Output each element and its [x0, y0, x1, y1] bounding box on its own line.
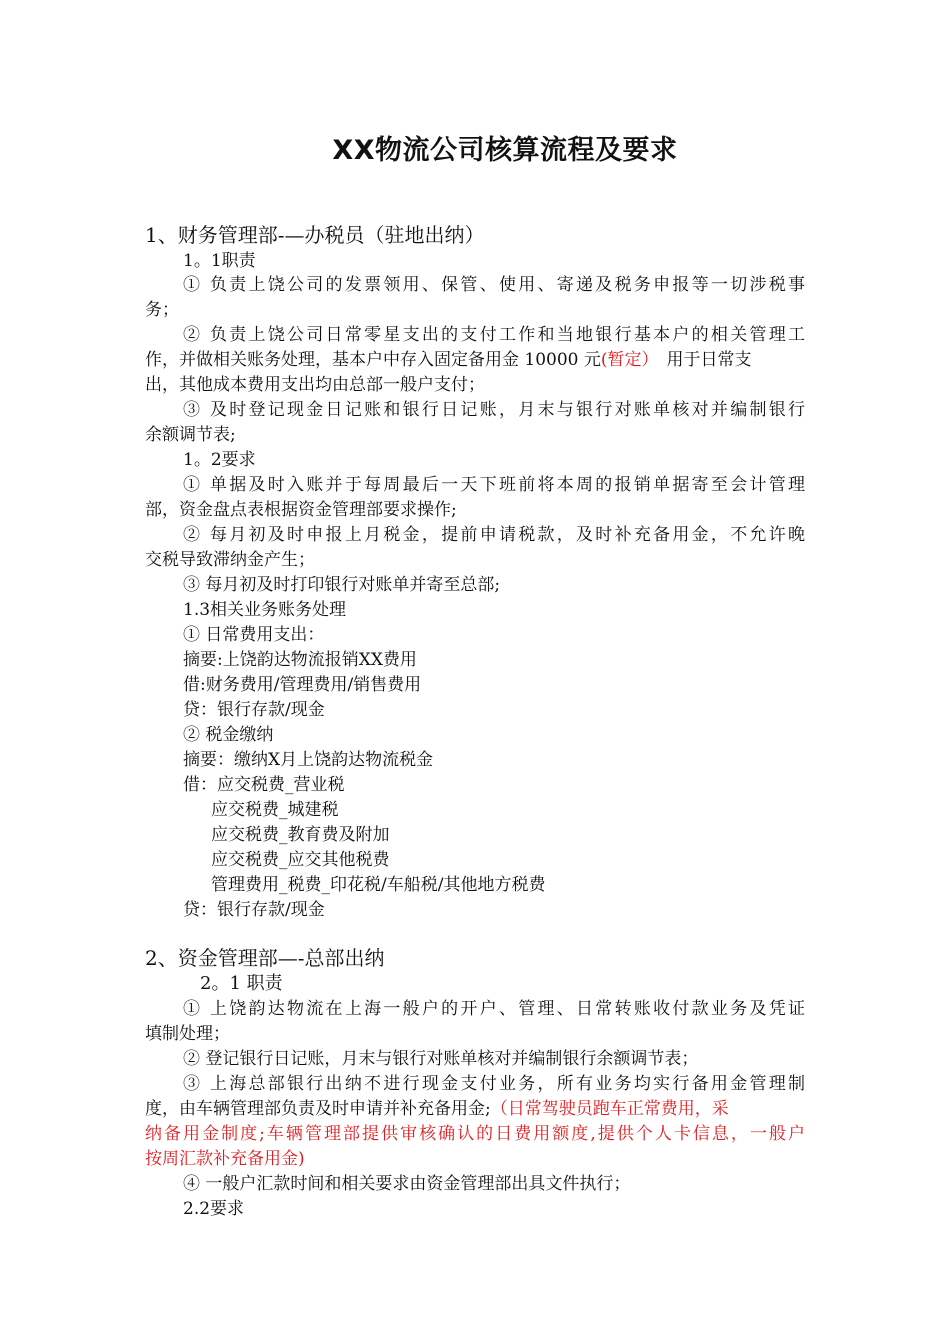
entry-2-debit-3: 应交税费_教育费及附加: [211, 825, 390, 845]
duty-3-line-2: 余额调节表;: [145, 425, 236, 445]
duty-1-line-1: ① 负责上饶公司的发票领用、保管、使用、寄递及税务申报等一切涉税事: [183, 275, 805, 295]
req-1-line-1: ① 单据及时入账并于每周最后一天下班前将本周的报销单据寄至会计管理: [183, 475, 805, 495]
entry-2-debit-5: 管理费用_税费_印花税/车船税/其他地方税费: [211, 875, 546, 895]
s2-duty-3-note-line-3: 按周汇款补充备用金): [145, 1149, 305, 1169]
duty-2-text: 作，并做相关账务处理，基本户中存入固定备用金 10000 元: [145, 350, 601, 370]
document-title: XX物流公司核算流程及要求: [332, 135, 678, 166]
duty-3-line-1: ③ 及时登记现金日记账和银行日记账，月末与银行对账单核对并编制银行: [183, 400, 805, 420]
duty-2-tail: 用于日常支: [666, 350, 752, 370]
duty-2-line-3: 出，其他成本费用支出均由总部一般户支付；: [145, 375, 485, 395]
req-2-line-2: 交税导致滞纳金产生；: [145, 550, 315, 570]
s2-duty-3-note: （日常驾驶员跑车正常费用，采: [490, 1099, 729, 1119]
s2-duty-3-text: 度，由车辆管理部负责及时申请并补充备用金;: [145, 1099, 491, 1119]
req-3-line: ③ 每月初及时打印银行对账单并寄至总部;: [183, 575, 501, 595]
s2-duty-2-line: ② 登记银行日记账，月末与银行对账单核对并编制银行余额调节表；: [183, 1049, 699, 1069]
s2-duty-3-line-1: ③ 上海总部银行出纳不进行现金支付业务，所有业务均实行备用金管理制: [183, 1074, 805, 1094]
duty-2-line-2: [145, 349, 752, 371]
entry-2-summary: 摘要：缴纳X月上饶韵达物流税金: [183, 750, 434, 770]
entry-1-summary: 摘要:上饶韵达物流报销XX费用: [183, 650, 417, 670]
tentative-note: (暂定）: [600, 350, 659, 370]
subsection-1-2-heading: 1。2要求: [183, 450, 256, 470]
entry-2-debit-2: 应交税费_城建税: [211, 800, 339, 820]
subsection-2-1-heading: 2。1 职责: [200, 973, 283, 994]
s2-duty-3-note-line-2: 纳备用金制度;车辆管理部提供审核确认的日费用额度,提供个人卡信息，一般户: [145, 1124, 805, 1144]
duty-2-line-1: ② 负责上饶公司日常零星支出的支付工作和当地银行基本户的相关管理工: [183, 325, 805, 345]
s2-duty-4-line: ④ 一般户汇款时间和相关要求由资金管理部出具文件执行；: [183, 1174, 631, 1194]
s2-duty-3-line-2: [145, 1098, 729, 1120]
subsection-1-3-heading: 1.3相关业务账务处理: [183, 600, 347, 620]
entry-2-credit: 贷：银行存款/现金: [183, 900, 325, 920]
entry-1-title: ① 日常费用支出：: [183, 625, 325, 645]
entry-1-debit: 借:财务费用/管理费用/销售费用: [183, 675, 422, 695]
section-1-heading: 1、财务管理部-—办税员（驻地出纳）: [145, 223, 485, 247]
s2-duty-1-line-2: 填制处理；: [145, 1024, 230, 1044]
s2-duty-1-line-1: ① 上饶韵达物流在上海一般户的开户、管理、日常转账收付款业务及凭证: [183, 999, 805, 1019]
subsection-2-2-heading: 2.2要求: [183, 1199, 245, 1219]
req-2-line-1: ② 每月初及时申报上月税金，提前申请税款，及时补充备用金，不允许晚: [183, 525, 805, 545]
entry-1-credit: 贷：银行存款/现金: [183, 700, 325, 720]
entry-2-title: ② 税金缴纳: [183, 725, 274, 745]
duty-1-line-2: 务；: [145, 300, 179, 320]
section-2-heading: 2、资金管理部—-总部出纳: [145, 946, 385, 970]
req-1-line-2: 部，资金盘点表根据资金管理部要求操作;: [145, 500, 457, 520]
subsection-1-1-heading: 1。1职责: [183, 251, 256, 271]
entry-2-debit-4: 应交税费_应交其他税费: [211, 850, 390, 870]
entry-2-debit-1: 借：应交税费_营业税: [183, 775, 345, 795]
